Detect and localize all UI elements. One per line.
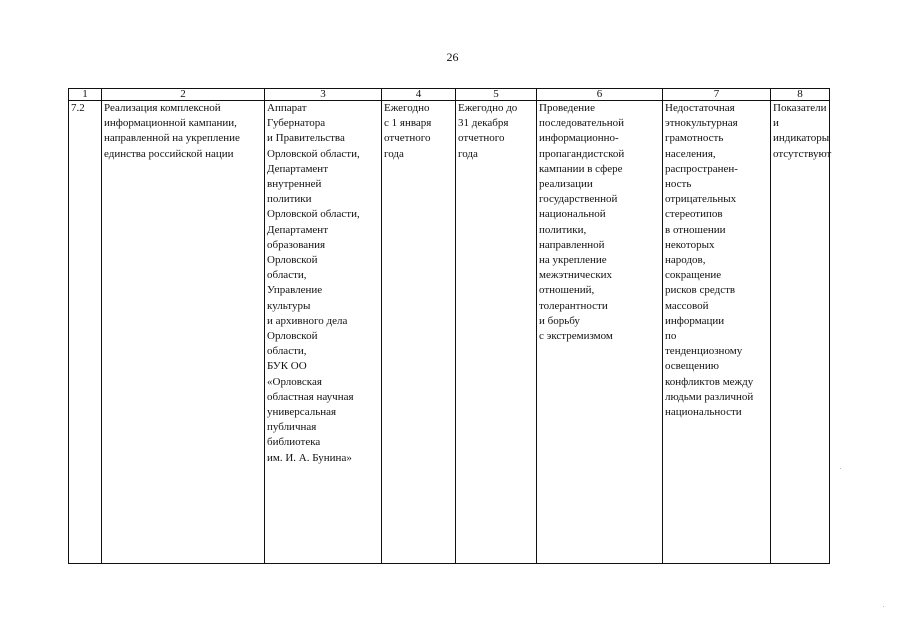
measure-name: Реализация комплексной информационной кампании, направленной на укрепление единства российской нации [104, 102, 240, 160]
column-number-8: 8 [771, 89, 830, 101]
page-number: 26 [446, 50, 459, 64]
expected-result: Проведение последовательной информационно- пропагандистской кампании в сфере реализации государственной национальной политики, направленной на укрепление межэтнических отношений, толерантности и борьбу с экстремизмом [539, 102, 625, 343]
column-number-7: 7 [663, 89, 771, 101]
start-date: Ежегодно с 1 января отчетного года [384, 102, 432, 160]
column-number-2: 2 [102, 89, 265, 101]
consequences-cell [663, 101, 771, 564]
column-number-row [69, 89, 830, 101]
column-number-6: 6 [537, 89, 663, 101]
table-row [69, 101, 830, 564]
column-number-3: 3 [265, 89, 382, 101]
measure-name-cell [102, 101, 265, 564]
consequences: Недостаточная этнокультурная грамотность населения, распространен- ность отрицательных стереотипов в отношении некоторых народов, сокращение рисков средств массовой информации по тенденциозному освещению конфликтов между людьми различной национальности [665, 102, 754, 419]
item-number: 7.2 [71, 102, 85, 114]
column-number-5: 5 [456, 89, 537, 101]
column-number-1: 1 [69, 89, 102, 101]
start-date-cell [382, 101, 456, 564]
item-number-cell [69, 101, 102, 564]
measures-table [68, 88, 830, 564]
scan-speck [840, 468, 841, 469]
responsible-cell [265, 101, 382, 564]
responsible-executors: Аппарат Губернатора и Правительства Орловской области, Департамент внутренней политики Орловской области, Департамент образования Орловской области, Управление культуры и архивного дела Орловской области, БУК ОО «Орловская областная научная универсальная публичная библиотека им. И. А. Бунина» [267, 102, 360, 464]
expected-result-cell [537, 101, 663, 564]
indicators-cell [771, 101, 830, 564]
scan-speck [883, 606, 884, 607]
end-date: Ежегодно до 31 декабря отчетного года [458, 102, 518, 160]
end-date-cell [456, 101, 537, 564]
indicators: Показатели и индикаторы отсутствуют [773, 102, 832, 160]
column-number-4: 4 [382, 89, 456, 101]
